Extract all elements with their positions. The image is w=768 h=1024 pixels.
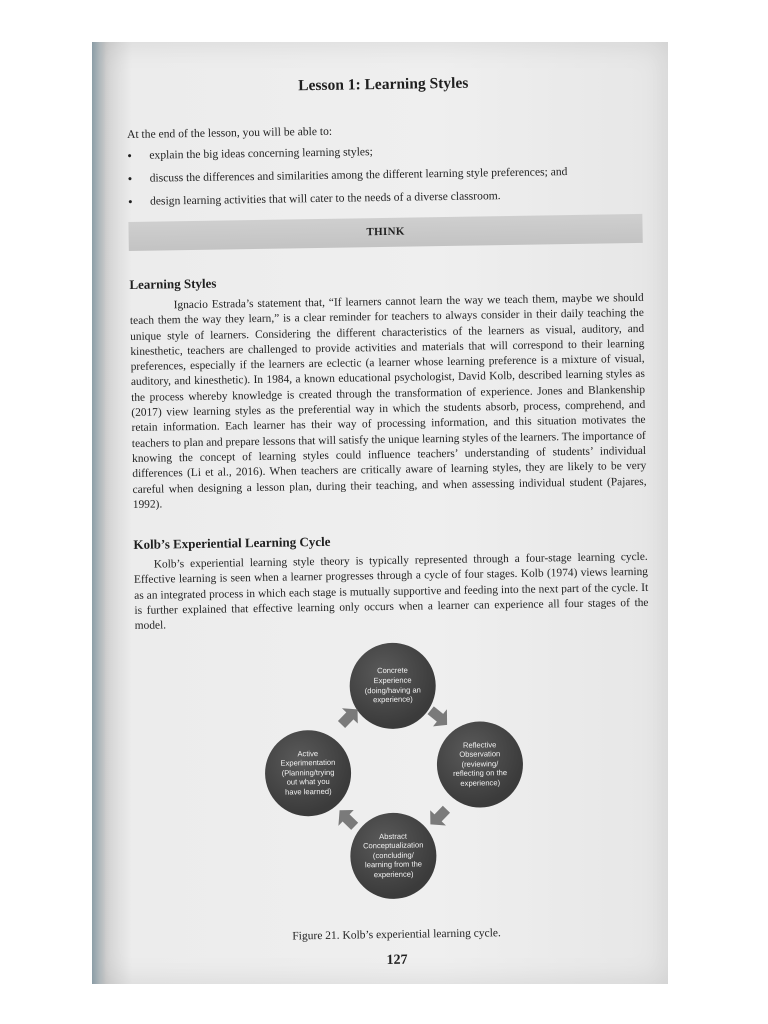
node-label: Concrete Experience (doing/having an experience) (364, 666, 421, 705)
kolb-cycle-paragraph: Kolb’s experiential learning style theory is typically represented through a four-stage learning cycle. Effective learning is seen when a learner progresses through a cycle of four stages. Kolb (1974) views learning as an integrated process in which each stage is mutually supportive and feeding into the next part of the cycle. It is further explained that effective learning only occurs when a learner can experience all four stages of the model. (133, 551, 649, 633)
node-label: Reflective Observation (reviewing/ reflecting on the experience) (452, 739, 508, 788)
objective-text: design learning activities that will cater to the needs of a diverse classroom. (149, 189, 501, 208)
section-banner-think: THINK (128, 214, 642, 251)
cycle-node-abstract-conceptualization (350, 812, 437, 899)
objective-text: explain the big ideas concerning learning styles; (149, 145, 373, 162)
node-label: Active Experimentation (Planning/trying out what you have learned) (280, 748, 336, 797)
section-heading-kolb-cycle: Kolb’s Experiential Learning Cycle (133, 534, 331, 553)
objective-item (128, 164, 642, 185)
node-label: Abstract Conceptualization (concluding/ learning from the experience) (362, 831, 424, 880)
page-number: 127 (386, 952, 408, 968)
objective-text: discuss the differences and similarities among the different learning style preferences; and (149, 165, 568, 185)
scan-binding-edge (92, 42, 106, 984)
bullet-icon: • (127, 147, 133, 163)
cycle-arrow-icon (426, 704, 452, 730)
cycle-node-reflective-observation (436, 720, 523, 807)
bullet-icon: • (127, 193, 133, 209)
figure-caption: Figure 21. Kolb’s experiential learning cycle. (292, 926, 501, 943)
cycle-node-active-experimentation (264, 729, 351, 816)
objectives-list (127, 141, 642, 208)
document-page (126, 62, 654, 973)
learning-styles-paragraph: Ignacio Estrada’s statement that, “If learners cannot learn the way we teach them, maybe we should teach them the way they learn,” is a clear reminder for teachers to always consider in their daily teaching the unique style of learners. Considering the different characteristics of the learners as visual, auditory, and kinesthetic, teachers are challenged to provide activities and materials that will correspond to their learning preferences, especially if the learners are eclectic (a learner whose learning preference is a mixture of visual, auditory, and kinesthetic). In 1984, a known educational psychologist, David Kolb, described learning styles as the process whereby knowledge is created through the transformation of experience. Jones and Blankenship (2017) view learning styles as the preferential way in which the students absorb, process, comprehend, and retain information. Each learner has their way of processing information, and this situation motivates the teachers to plan and prepare lessons that will satisfy the unique learning styles of the learners. The importance of knowing the concept of learning styles could influence teachers’ understanding of students’ individual differences (Li et al., 2016). When teachers are critically aware of learning styles, they are likely to be very careful when designing a lesson plan, during their teaching, and when assessing individual student (Pajares, 1992). (129, 291, 647, 511)
cycle-arrow-icon (336, 703, 362, 729)
objective-item (128, 187, 642, 208)
bullet-icon: • (127, 170, 133, 186)
lesson-title: Lesson 1: Learning Styles (298, 74, 469, 95)
cycle-arrow-icon (426, 804, 452, 830)
cycle-arrow-icon (334, 805, 360, 831)
kolb-cycle-diagram (135, 628, 653, 926)
objective-item (127, 141, 641, 162)
objectives-intro: At the end of the lesson, you will be able to: (126, 124, 333, 141)
section-heading-learning-styles: Learning Styles (129, 275, 217, 292)
